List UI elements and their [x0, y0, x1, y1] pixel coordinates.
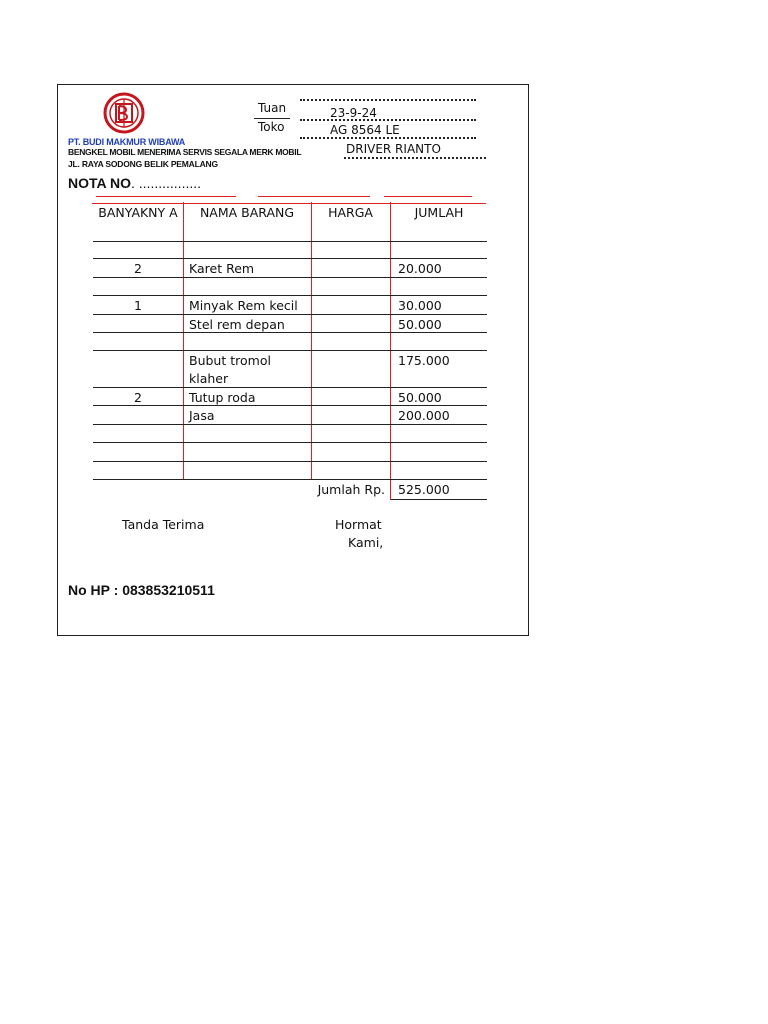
regards-line-1: Hormat — [335, 517, 382, 532]
tuan-dotted-line-1 — [300, 99, 476, 101]
table-row-divider — [93, 350, 487, 351]
nota-number-value: . ................ — [131, 175, 202, 191]
company-tagline: BENGKEL MOBIL MENERIMA SERVIS SEGALA MERK MOBIL — [68, 147, 302, 157]
regards-line-2: Kami, — [348, 535, 384, 550]
row-item-name: Bubut tromol klaher — [189, 353, 271, 386]
total-label: Jumlah Rp. — [317, 482, 385, 497]
row-item-name: Tutup roda — [189, 390, 256, 405]
tuan-underline — [254, 118, 290, 119]
row-total: 20.000 — [398, 261, 442, 276]
table-row-divider — [93, 258, 487, 259]
row-quantity: 1 — [134, 298, 142, 313]
row-total: 200.000 — [398, 408, 450, 423]
row-total: 175.000 — [398, 353, 450, 368]
table-row-divider — [93, 295, 487, 296]
phone-number: No HP : 083853210511 — [68, 582, 215, 598]
invoice-sheet — [57, 84, 529, 636]
toko-dotted-line — [300, 137, 476, 139]
row-item-name: Stel rem depan — [189, 317, 285, 332]
red-top-line-2 — [258, 196, 370, 197]
date-value: 23-9-24 — [330, 106, 377, 120]
nota-label: NOTA NO — [68, 175, 131, 191]
col-divider-1 — [183, 202, 184, 480]
row-quantity: 2 — [134, 261, 142, 276]
company-address: JL. RAYA SODONG BELIK PEMALANG — [68, 159, 218, 169]
red-top-line-1 — [96, 196, 236, 197]
total-underline — [391, 499, 487, 500]
table-row-divider — [93, 461, 487, 462]
tuan-label: Tuan — [258, 101, 287, 115]
header-price: HARGA — [328, 205, 373, 220]
nota-number — [68, 175, 201, 191]
receiver-label: Tanda Terima — [122, 517, 205, 532]
header-quantity: BANYAKNY A — [98, 205, 178, 220]
company-name: PT. BUDI MAKMUR WIBAWA — [68, 137, 186, 147]
header-total: JUMLAH — [414, 205, 464, 220]
row-quantity: 2 — [134, 390, 142, 405]
col-divider-2 — [311, 202, 312, 480]
table-row-divider — [93, 479, 487, 480]
header-item-name: NAMA BARANG — [199, 205, 295, 220]
red-top-line-3 — [384, 196, 472, 197]
row-total: 50.000 — [398, 317, 442, 332]
row-total: 30.000 — [398, 298, 442, 313]
tuan-dotted-line-2 — [300, 119, 476, 121]
row-item-name: Karet Rem — [189, 261, 255, 276]
toko-label: Toko — [258, 120, 285, 134]
bmw-monogram-logo-icon — [102, 91, 146, 135]
plate-value: AG 8564 LE — [330, 123, 400, 137]
col-divider-3 — [390, 202, 391, 500]
total-value: 525.000 — [398, 482, 450, 497]
driver-dotted-line — [344, 157, 486, 159]
row-item-name: Minyak Rem kecil — [189, 298, 298, 313]
table-row-divider — [93, 442, 487, 443]
driver-value: DRIVER RIANTO — [346, 142, 441, 156]
table-row-divider — [93, 241, 487, 242]
row-item-name: Jasa — [189, 408, 215, 423]
row-total: 50.000 — [398, 390, 442, 405]
